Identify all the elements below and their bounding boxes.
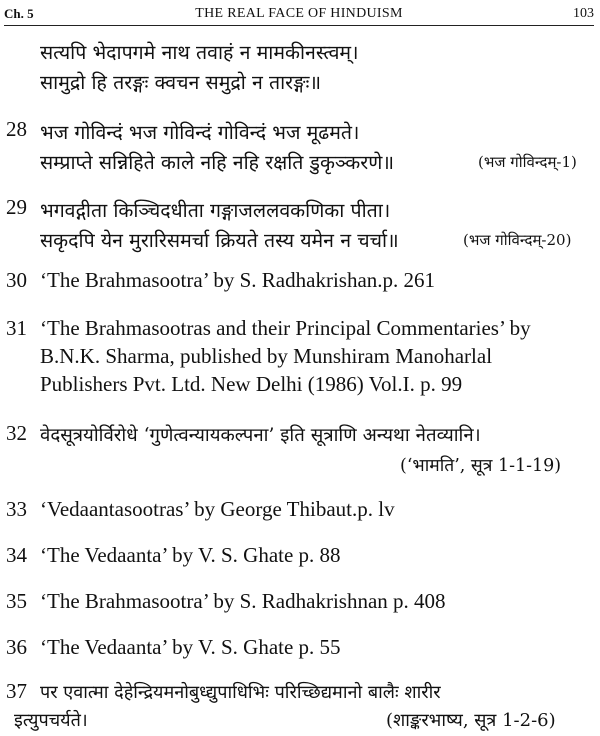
note-line: भगवद्गीता किञ्चिदधीता गङ्गाजललवकणिका पीता।: [40, 199, 391, 222]
note-line: वेदसूत्रयोर्विरोधे ‘गुणेत्वन्यायकल्पना’ इति सूत्राणि अन्यथा नेतव्यानि।: [40, 425, 481, 446]
note-line: सकृदपि येन मुरारिसमर्चा क्रियते तस्य यमेन न चर्चा॥: [40, 229, 399, 252]
note-number: 28: [6, 117, 27, 141]
running-title: THE REAL FACE OF HINDUISM: [195, 6, 403, 21]
page-number: 103: [573, 6, 594, 21]
note-source: (भज गोविन्दम्-1): [478, 153, 577, 171]
note-line: पर एवात्मा देहेन्द्रियमनोबुध्द्युपाधिभिः परिच्छिद्यमानो बालैः शारीर: [40, 682, 441, 703]
header-rule: [4, 25, 594, 26]
note-number: 37: [6, 679, 27, 703]
note-text: ‘The Brahmasootra’ by S. Radhakrishan.p. 261: [40, 268, 436, 292]
note-source: (शाङ्करभाष्य, सूत्र 1-2-6): [386, 710, 556, 731]
note-line: भज गोविन्दं भज गोविन्दं गोविन्दं भज मूढमते।: [40, 121, 360, 144]
note-number: 35: [6, 589, 27, 613]
note-number: 36: [6, 635, 27, 659]
note-text: ‘The Vedaanta’ by V. S. Ghate p. 88: [40, 543, 341, 567]
note-number: 30: [6, 268, 27, 292]
note-line: Publishers Pvt. Ltd. New Delhi (1986) Vol.I. p. 99: [40, 372, 463, 396]
note-text: ‘Vedaantasootras’ by George Thibaut.p. lv: [40, 497, 395, 521]
note-line: इत्युपचर्यते।: [14, 710, 88, 731]
note-text: ‘The Brahmasootra’ by S. Radhakrishnan p. 408: [40, 589, 446, 613]
note-number: 33: [6, 497, 27, 521]
note-text: ‘The Vedaanta’ by V. S. Ghate p. 55: [40, 635, 341, 659]
chapter-label: Ch. 5: [4, 6, 34, 21]
verse-line: सामुद्रो हि तरङ्गः क्वचन समुद्रो न तारङ्गः॥: [40, 71, 322, 94]
note-source: (भज गोविन्दम्-20): [463, 231, 572, 249]
note-line: B.N.K. Sharma, published by Munshiram Manoharlal: [40, 344, 493, 368]
note-number: 29: [6, 195, 27, 219]
note-number: 34: [6, 543, 27, 567]
note-source: (‘भामति’, सूत्र 1-1-19): [400, 456, 562, 476]
note-line: ‘The Brahmasootras and their Principal Commentaries’ by: [40, 316, 531, 340]
verse-line: सत्यपि भेदापगमे नाथ तवाहं न मामकीनस्त्वम्।: [40, 41, 359, 64]
note-line: सम्प्राप्ते सन्निहिते काले नहि नहि रक्षति डुकृञ्करणे॥: [40, 151, 395, 174]
note-number: 31: [6, 316, 27, 340]
page-header: [4, 2, 594, 26]
note-number: 32: [6, 421, 27, 445]
